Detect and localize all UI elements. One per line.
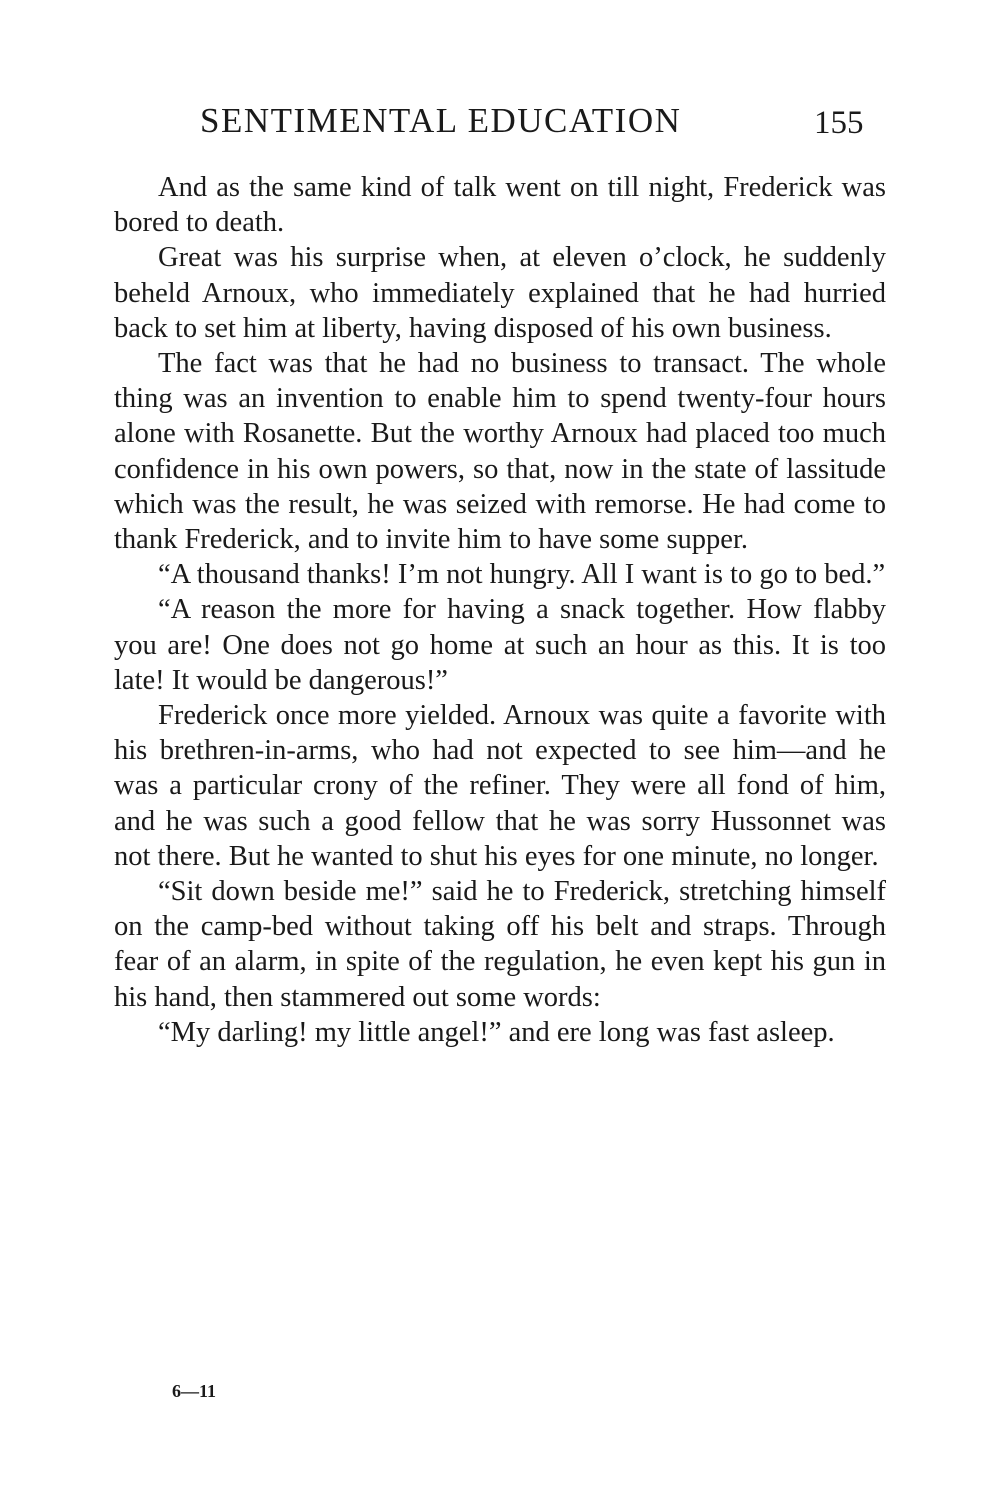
body-text: [114, 170, 886, 1050]
paragraph: The fact was that he had no business to transact. The whole thing was an invention to enable him to spend twenty-four hours alone with Rosanette. But the worthy Arnoux had placed too much confidence in his own powers, so that, now in the state of lassitude which was the result, he was seized with remorse. He had come to thank Frederick, and to invite him to have some supper.: [114, 348, 886, 556]
paragraph: Frederick once more yielded. Arnoux was quite a favorite with his brethren-in-arms, who had not expected to see him—and he was a particular crony of the refiner. They were all fond of him, and he was such a good fellow that he was sorry Hussonnet was not there. But he wanted to shut his eyes for one minute, no longer.: [114, 700, 886, 872]
paragraph: “My darling! my little angel!” and ere long was fast asleep.: [158, 1016, 835, 1048]
paragraph: “A thousand thanks! I’m not hungry. All I want is to go to bed.”: [158, 559, 886, 591]
paragraph: And as the same kind of talk went on till night, Frederick was bored to death.: [114, 172, 886, 239]
running-title: SENTIMENTAL EDUCATION: [200, 101, 682, 140]
paragraph: “A reason the more for having a snack together. How flabby you are! One does not go home at such an hour as this. It is too late! It would be dangerous!”: [114, 594, 886, 696]
paragraph: Great was his surprise when, at eleven o’clock, he suddenly beheld Arnoux, who immediately explained that he had hurried back to set him at liberty, having disposed of his own business.: [114, 242, 886, 344]
running-head: [200, 98, 900, 144]
page-number: 155: [814, 105, 864, 141]
paragraph: “Sit down beside me!” said he to Frederick, stretching himself on the camp-bed without taking off his belt and straps. Through fear of an alarm, in spite of the regulation, he even kept his gun in his hand, then stammered out some words:: [114, 876, 886, 1013]
signature-mark: 6—11: [172, 1381, 217, 1401]
